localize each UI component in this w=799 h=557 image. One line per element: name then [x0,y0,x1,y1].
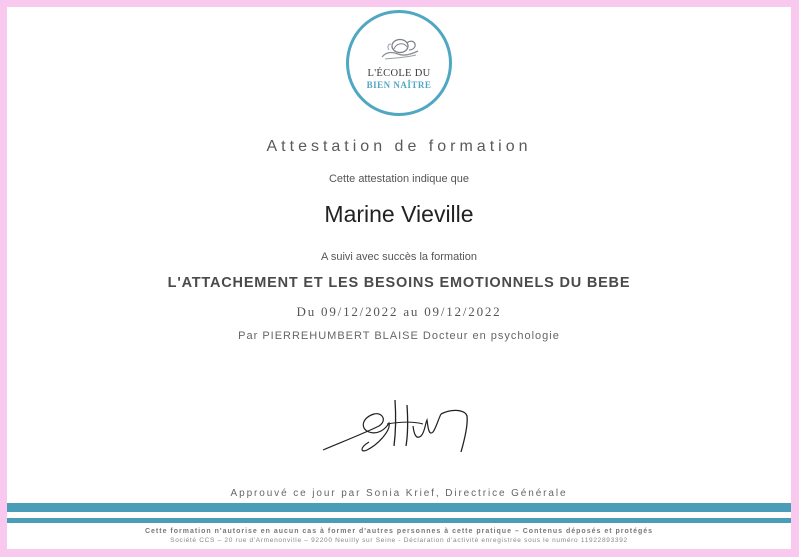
signature [317,390,477,460]
approval-line: Approuvé ce jour par Sonia Krief, Directrice Générale [230,488,568,499]
certificate-page [7,7,791,549]
footer-disclaimer: Cette formation n'autorise en aucun cas à former d'autres personnes à cette pratique – Contenus déposés et protégés [144,528,654,535]
trainer-line: Par PIERREHUMBERT BLAISE Docteur en psychologie [238,330,560,342]
footer-company-info: Société CCS – 20 rue d'Armenonville – 92200 Neuilly sur Seine - Déclaration d'activité enregistrée sous le numéro 11922893392 [170,537,628,544]
logo-text-line2: BIEN NAÎTRE [366,80,432,90]
completion-text: A suivi avec succès la formation [321,251,477,263]
baby-hand-icon [379,35,421,61]
course-dates: Du 09/12/2022 au 09/12/2022 [296,304,502,319]
decorative-band-thin [7,518,791,523]
course-title: L'ATTACHEMENT ET LES BESOINS EMOTIONNELS DU BEBE [167,275,631,291]
school-logo [346,10,452,116]
decorative-band-thick [7,503,791,512]
intro-text: Cette attestation indique que [328,173,470,185]
certificate-title: Attestation de formation [266,138,532,155]
recipient-name: Marine Vieville [324,201,474,227]
logo-text-line1: L'ÉCOLE DU [367,68,431,79]
